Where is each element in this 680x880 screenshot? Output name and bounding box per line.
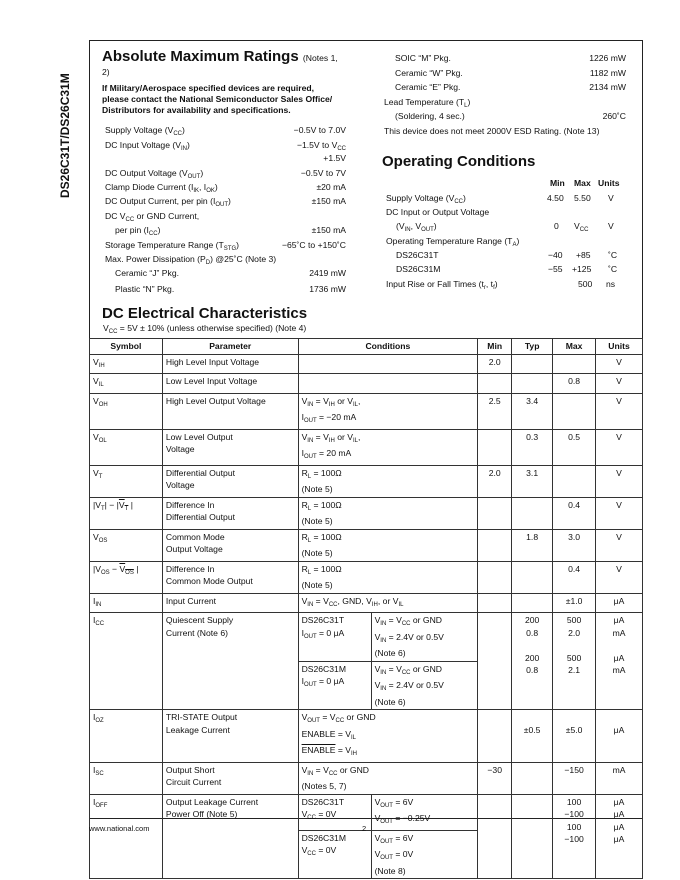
lead-temp: Lead Temperature $(T_L)$ (384, 97, 471, 109)
soldering: (Soldering, 4 sec.) (395, 111, 465, 121)
op-val: −40 (548, 250, 563, 260)
abs-row: Clamp Diode Current ($I_{IK}$, $I_{OK}$) (105, 182, 218, 194)
abs-val: −1.5V to $V_{CC}$ (296, 140, 346, 152)
pkg-row: SOIC “M” Pkg. (395, 53, 451, 63)
abs-val: ±150 mA (311, 225, 346, 235)
pkg-row: Ceramic “W” Pkg. (395, 68, 463, 78)
op-val: 0 (554, 221, 559, 231)
table-row: $V_{OS}$ Common Mode Output Voltage $R_L = 100\Omega$ (Note 5) 1.8 3.0 V (90, 529, 643, 561)
pkg-val: 1182 mW (589, 68, 626, 78)
op-row: Operating Temperature Range $(T_A)$ (386, 236, 520, 248)
abs-row: Max. Power Dissipation $(P_D)$ @25˚C (Note 3) (105, 254, 277, 266)
op-val: +85 (576, 250, 591, 260)
op-hdr: Units (598, 178, 620, 188)
op-row: DS26C31M (396, 264, 441, 274)
abs-val: ±20 mA (316, 182, 346, 192)
op-cond-title: Operating Conditions (382, 153, 536, 170)
col-header: Symbol (90, 339, 163, 355)
abs-row: Plastic “N” Pkg. (115, 284, 175, 294)
table-row: $I_{OFF}$ Output Leakage Current Power Off (Note 5) DS26C31T $V_{CC} = 0V$ $V_{OUT} = 6V$ $V_{OUT} = -0.25V$ DS26C31M $V_{CC} = 0V$ $V_{OUT} = 6V$ $V_{OUT} = 0V$ (Note 8) 100 −100 100 −100 μA μA μA μA (90, 794, 643, 879)
dc-char-title: DC Electrical Characteristics (102, 305, 308, 322)
soldering-val: 260˚C (602, 111, 626, 121)
abs-val: +1.5V (323, 153, 346, 163)
op-hdr: Max (574, 178, 591, 188)
table-row: $V_T$ Differential Output Voltage $R_L = 100\Omega$ (Note 5) 2.0 3.1 V (90, 465, 643, 497)
dc-char-cond: $V_{CC} = 5V \pm 10\%$ (unless otherwise specified) (Note 4) (103, 323, 307, 335)
op-hdr: Min (550, 178, 565, 188)
op-val: ˚C (608, 264, 618, 274)
abs-row: Supply Voltage $(V_{CC})$ (105, 125, 185, 137)
abs-val: ±150 mA (311, 196, 346, 206)
table-row: $V_{IH}$ High Level Input Voltage 2.0 V (90, 354, 643, 374)
op-row: ($V_{IN}$, $V_{OUT}$) (396, 221, 437, 233)
pkg-row: Ceramic “E” Pkg. (395, 82, 461, 92)
abs-row: DC Input Voltage $(V_{IN})$ (105, 140, 190, 152)
abs-val: −0.5V to 7V (300, 168, 346, 178)
abs-max-title: Absolute Maximum Ratings (Notes 1, (102, 48, 338, 65)
esd-note: This device does not meet 2000V ESD Rating. (Note 13) (384, 126, 600, 136)
table-row: $I_{CC}$ Quiescent Supply Current (Note 6) DS26C31T $I_{OUT} = 0$ μA $V_{IN} = V_{CC}$ or GND $V_{IN} = 2.4V$ or 0.5V (Note 6) DS26C31M $I_{OUT} = 0$ μA $V_{IN} = V_{CC}$ or GND $V_{IN} = 2.4V$ or 0.5V (Note 6) 200 0.8 200 0.8 500 2.0 500 2.1 μA mA μA mA (90, 613, 643, 710)
table-row: $|V_{OS} - V_{OS}$ | Difference In Common Mode Output $R_L = 100\Omega$ (Note 5) 0.4 V (90, 561, 643, 593)
side-title (58, 40, 84, 200)
abs-row: Ceramic “J” Pkg. (115, 268, 179, 278)
op-row: DC Input or Output Voltage (386, 207, 490, 217)
col-header: Conditions (298, 339, 478, 355)
abs-row: DC $V_{CC}$ or GND Current, (105, 211, 200, 223)
op-val: ns (606, 279, 616, 289)
op-row: Supply Voltage $(V_{CC})$ (386, 193, 466, 205)
abs-val: 2419 mW (309, 268, 346, 278)
abs-val: 1736 mW (309, 284, 346, 294)
table-row: $V_{OH}$ High Level Output Voltage $V_{IN} = V_{IH}$ or $V_{IL}$, $I_{OUT} = -20$ mA 2.5 3.4 V (90, 393, 643, 429)
col-header: Min (478, 339, 512, 355)
op-row: Input Rise or Fall Times ($t_r$, $t_f$) (386, 279, 498, 291)
col-header: Parameter (162, 339, 298, 355)
table-header-row (90, 339, 643, 355)
pkg-val: 1226 mW (589, 53, 626, 63)
op-val: $V_{CC}$ (574, 221, 589, 233)
pkg-val: 2134 mW (589, 82, 626, 92)
table-row: $|V_T| - |V_T$ | Difference In Differential Output $R_L = 100\Omega$ (Note 5) 0.4 V (90, 497, 643, 529)
op-val: 5.50 (574, 193, 591, 203)
abs-row: DC Output Current, per pin $(I_{OUT})$ (105, 196, 231, 208)
side-title-text: DS26C31T/DS26C31M (58, 73, 72, 198)
op-val: 4.50 (547, 193, 564, 203)
abs-val: −65˚C to +150˚C (281, 240, 346, 250)
abs-val: −0.5V to 7.0V (293, 125, 346, 135)
footer-site: www.national.com (89, 824, 150, 833)
col-header: Max (553, 339, 596, 355)
abs-row: DC Output Voltage $(V_{OUT})$ (105, 168, 204, 180)
table-row: $I_{OZ}$ TRI-STATE Output Leakage Current $V_{OUT} = V_{CC}$ or GND ENABLE = $V_{IL}$ ENABLE = $V_{IH}$ ±0.5 ±5.0 μA (90, 710, 643, 763)
op-val: ˚C (608, 250, 618, 260)
table-row: $I_{IN}$ Input Current $V_{IN} = V_{CC}$, GND, $V_{IH}$, or $V_{IL}$ ±1.0 μA (90, 593, 643, 613)
page-number: 2 (362, 824, 367, 833)
dc-char-table (89, 338, 643, 879)
op-val: −55 (548, 264, 563, 274)
abs-max-notes: 2) (102, 67, 110, 77)
op-val: 500 (578, 279, 593, 289)
op-val: V (608, 221, 614, 231)
table-row: $I_{SC}$ Output Short Circuit Current $V_{IN} = V_{CC}$ or GND (Notes 5, 7) −30 −150 mA (90, 762, 643, 794)
op-val: +125 (572, 264, 592, 274)
abs-max-warning: If Military/Aerospace specified devices are required, please contact the National Semiconductor Sales Office/ Distributors for availability and specifications. (102, 83, 333, 115)
col-header: Typ (512, 339, 553, 355)
op-row: DS26C31T (396, 250, 439, 260)
col-header: Units (596, 339, 643, 355)
abs-row: Storage Temperature Range $(T_{STG})$ (105, 240, 240, 252)
abs-max-section (102, 48, 362, 116)
table-row: $V_{OL}$ Low Level Output Voltage $V_{IN} = V_{IH}$ or $V_{IL}$, $I_{OUT} = 20$ mA 0.3 0.5 V (90, 429, 643, 465)
table-row: $V_{IL}$ Low Level Input Voltage 0.8 V (90, 374, 643, 394)
op-val: V (608, 193, 614, 203)
abs-row: per pin $(I_{CC})$ (115, 225, 161, 237)
